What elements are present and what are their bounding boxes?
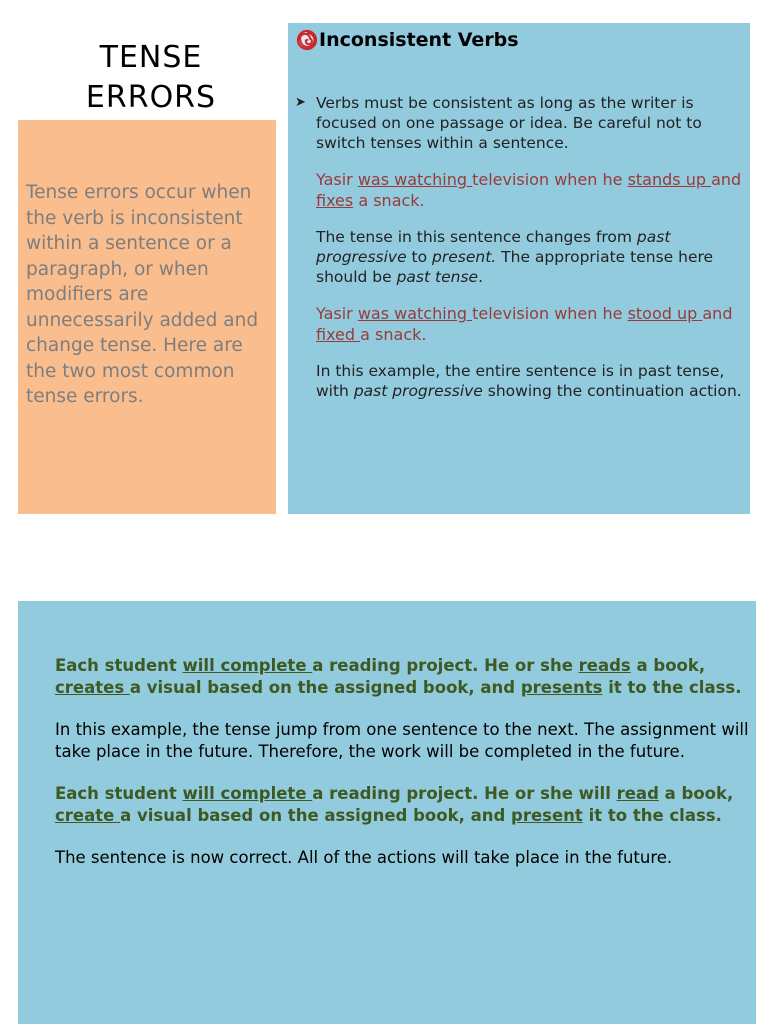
text-run: a snack.: [353, 191, 425, 210]
text-run: a reading project. He or she: [312, 656, 579, 675]
text-run: Each student: [55, 656, 183, 675]
heading-text: Inconsistent Verbs: [319, 29, 519, 51]
explanation-1: In this example, the tense jump from one sentence to the next. The assignment will take place in the future. Therefore, the work will be completed in the future.: [55, 720, 749, 761]
explanation-1: [316, 227, 744, 287]
verb-underlined: stood up: [627, 304, 703, 323]
italic-term: past tense: [396, 268, 479, 286]
verb-underlined: will complete: [182, 656, 313, 675]
panel-content: [295, 93, 744, 417]
bullet-point: [295, 93, 744, 153]
tense-jump-panel: [18, 601, 756, 1024]
explanation-2: [316, 361, 744, 401]
title-line-2: ERRORS: [85, 80, 217, 115]
text-run: showing the continuation action.: [482, 382, 742, 400]
text-run: television when he: [472, 170, 628, 189]
verb-underlined: was watching: [357, 170, 473, 189]
text-run: television when he: [472, 304, 628, 323]
text-run: Each student: [55, 784, 183, 803]
text-run: Yasir: [316, 304, 358, 323]
correct-example-sentence: [55, 783, 749, 827]
text-run: a visual based on the assigned book, and: [120, 806, 512, 825]
page-title: [40, 38, 262, 118]
bullet-text: Verbs must be consistent as long as the writer is focused on one passage or idea. Be careful not to switch tenses within a sentence.: [316, 94, 702, 152]
verb-underlined: creates: [55, 678, 130, 697]
text-run: .: [478, 268, 483, 286]
text-run: and: [702, 304, 733, 323]
explanation-2: The sentence is now correct. All of the actions will take place in the future.: [55, 848, 673, 867]
text-run: it to the class.: [582, 806, 722, 825]
incorrect-example-sentence: [55, 655, 749, 699]
text-run: The appropriate tense here should be: [316, 248, 714, 286]
text-run: Yasir: [316, 170, 358, 189]
inconsistent-verbs-panel: [288, 23, 750, 514]
verb-underlined: will complete: [182, 784, 313, 803]
text-run: a book,: [658, 784, 734, 803]
intro-box: [18, 120, 276, 514]
verb-underlined: present: [511, 806, 583, 825]
verb-underlined: fixed: [316, 325, 361, 344]
text-run: it to the class.: [602, 678, 742, 697]
text-run: and: [711, 170, 742, 189]
italic-term: past progressive: [353, 382, 483, 400]
text-run: a snack.: [360, 325, 427, 344]
verb-underlined: was watching: [357, 304, 473, 323]
verb-underlined: fixes: [316, 191, 354, 210]
intro-text: Tense errors occur when the verb is inconsistent within a sentence or a paragraph, or when modifiers are unnecessarily added and change tense. Here are the two most common tense errors.: [26, 182, 259, 407]
italic-term: past progressive: [316, 228, 671, 266]
incorrect-example-sentence: [316, 169, 744, 211]
arrow-icon: ➤: [295, 95, 306, 110]
text-run: a reading project. He or she will: [312, 784, 617, 803]
italic-term: present.: [432, 248, 497, 266]
verb-underlined: presents: [520, 678, 603, 697]
panel-content: [55, 655, 749, 889]
title-line-1: TENSE: [99, 40, 203, 75]
text-run: a visual based on the assigned book, and: [129, 678, 521, 697]
verb-underlined: create: [55, 806, 121, 825]
verb-underlined: reads: [578, 656, 631, 675]
correct-example-sentence: [316, 303, 744, 345]
text-run: The tense in this sentence changes from: [316, 228, 637, 246]
text-run: to: [406, 248, 433, 266]
text-run: In this example, the entire sentence is in past tense, with: [316, 362, 725, 400]
section-heading: [296, 29, 519, 51]
text-run: a book,: [630, 656, 706, 675]
verb-underlined: stands up: [627, 170, 712, 189]
spiral-icon: [296, 29, 318, 51]
verb-underlined: read: [616, 784, 659, 803]
